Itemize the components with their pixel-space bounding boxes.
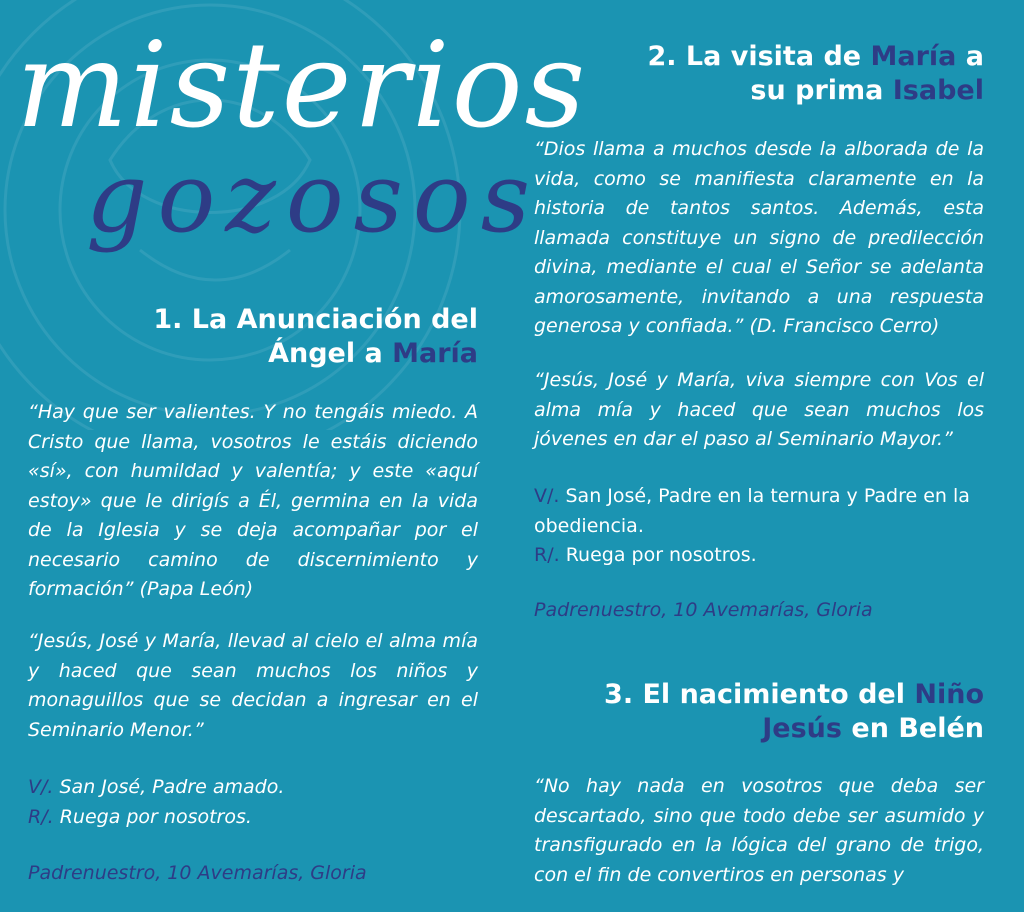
mystery-3-quote: “No hay nada en vosotros que deba ser descartado, sino que todo debe ser asumido y transfigurado en la lógica del grano de trigo, con el fin de convertiros en personas y [534,775,984,886]
title-misterios: misterios [16,16,588,154]
mystery-3-heading-post: en Belén [841,713,984,744]
v-label: V/. [534,485,560,507]
mystery-2-heading [560,40,984,108]
mystery-2-heading-pre: 2. La visita de [647,41,871,72]
mystery-1-heading-line2: Ángel a [268,338,393,369]
r-label: R/. [534,544,560,566]
mystery-1-quote: “Hay que ser valientes. Y no tengáis miedo. A Cristo que llama, vosotros le estáis diciendo «sí», con humildad y valentía; y este «aquí estoy» que le dirigís a Él, germina en la vida de la Iglesia y se deja acompañar por el necesario camino de discernimiento y formación” (Papa León) [28,401,478,600]
v-label: V/. [28,776,54,798]
mystery-2-heading-line2: su prima [750,75,893,106]
mystery-3-heading-pre: 3. El nacimiento del [604,679,915,710]
r-text: Ruega por nosotros. [559,544,757,566]
mystery-1-heading-highlight: María [392,338,478,369]
mystery-1-heading-line1: 1. La Anunciación del [153,304,478,335]
mystery-3-heading [560,678,984,746]
mystery-2-quote: “Dios llama a muchos desde la alborada de la vida, como se manifiesta claramente en la historia de tantos santos. Además, esta llamada constituye un signo de predilección divina, mediante el cual el Señor se adelanta amorosamente, invitando a una respuesta generosa y confiada.” (D. Francisco Cerro) [534,138,984,337]
mystery-2-heading-highlight-1: María [870,41,957,72]
mystery-3-heading-highlight-1: Niño [914,679,984,710]
mystery-1-versicle [28,773,478,832]
v-text: San José, Padre amado. [53,776,285,798]
mystery-1-heading [150,303,478,371]
mystery-2-closing: Padrenuestro, 10 Avemarías, Gloria [534,599,873,621]
r-label: R/. [28,805,54,828]
mystery-2-heading-mid: a [956,41,984,72]
mystery-2-versicle [534,482,984,571]
mystery-2-prayer: “Jesús, José y María, viva siempre con Vos el alma mía y haced que sean muchos los jóvenes en dar el paso al Seminario Mayor.” [534,369,984,450]
title-gozosos: gozosos [86,142,540,254]
mystery-1-closing: Padrenuestro, 10 Avemarías, Gloria [28,862,367,884]
mystery-2-heading-highlight-2: Isabel [892,75,984,106]
mystery-1-prayer: “Jesús, José y María, llevad al cielo el alma mía y haced que sean muchos los niños y monaguillos que se decidan a ingresar en el Seminario Menor.” [28,630,478,741]
v-text: San José, Padre en la ternura y Padre en la obediencia. [534,485,970,537]
mystery-3-heading-highlight-2: Jesús [762,713,842,744]
r-text: Ruega por nosotros. [53,805,252,828]
